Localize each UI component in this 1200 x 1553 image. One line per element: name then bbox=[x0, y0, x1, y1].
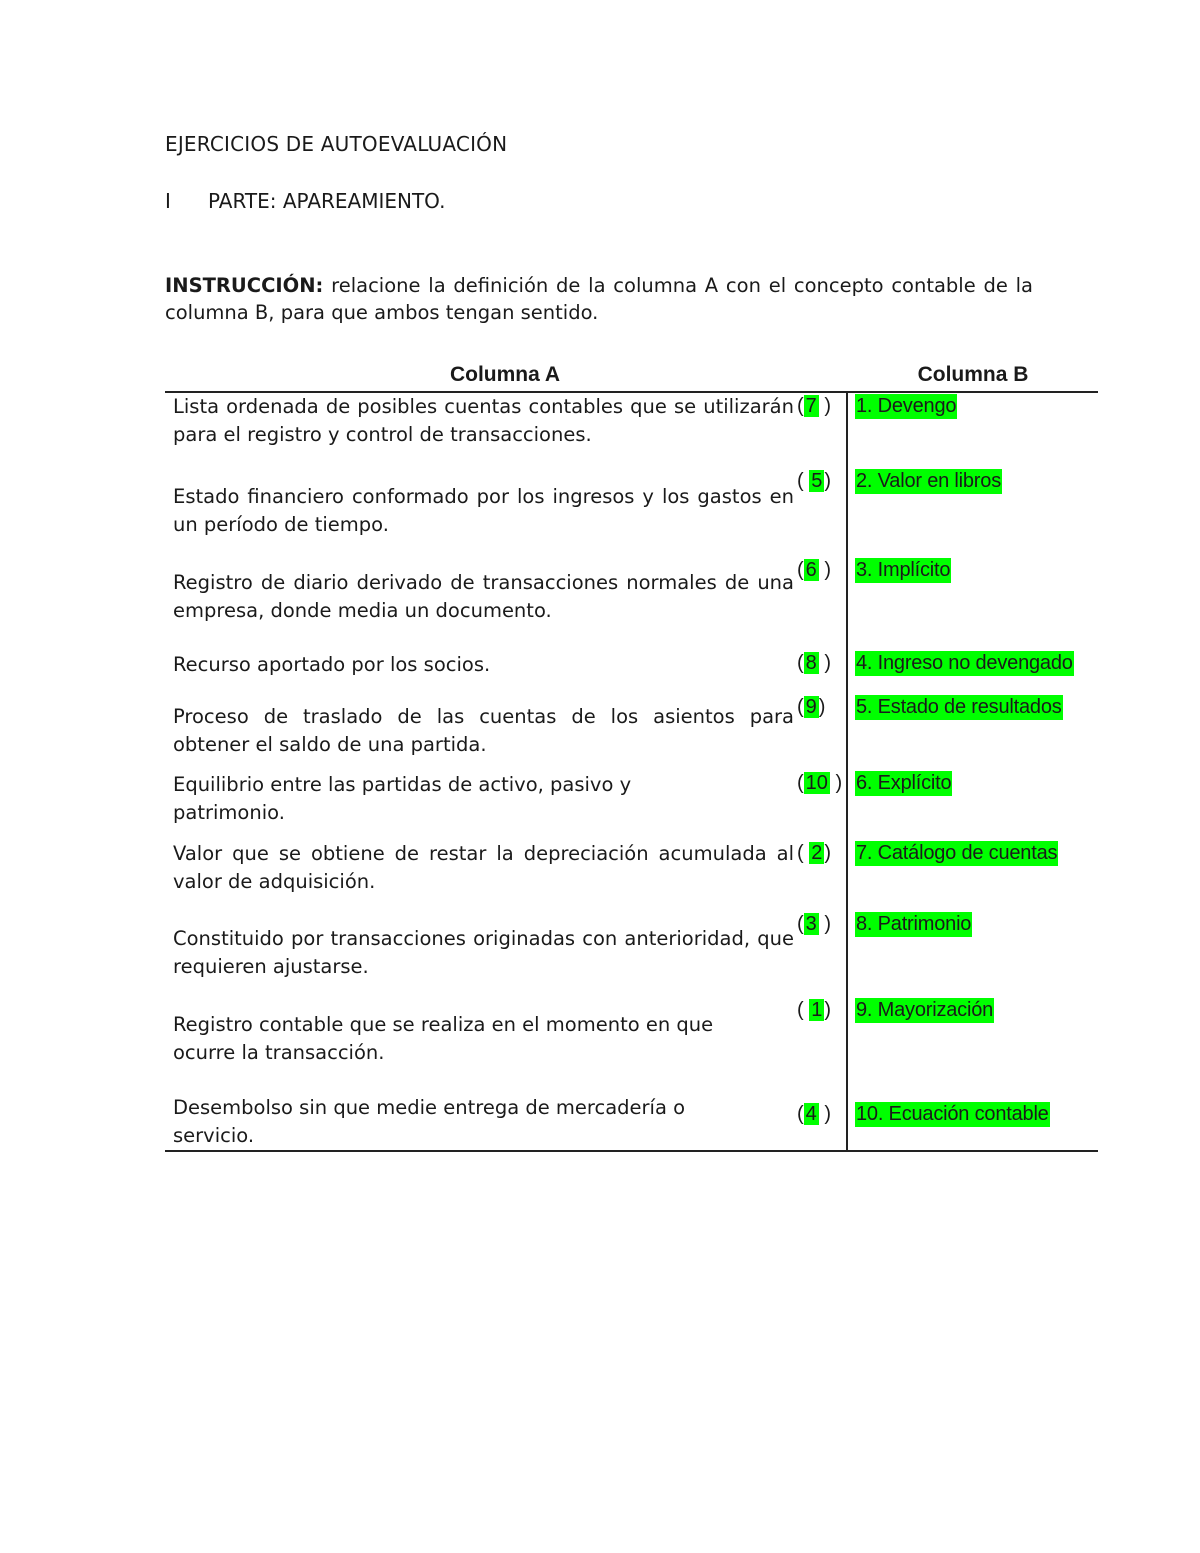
concept-label: 2. Valor en libros bbox=[856, 470, 1001, 492]
definition-text: Registro de diario derivado de transacciones normales de una empresa, donde media un documento. bbox=[173, 571, 794, 622]
answer-slot: ( 10 ) bbox=[797, 772, 843, 794]
instruction-label: INSTRUCCIÓN: bbox=[165, 274, 324, 297]
answer-slot: ( 1 ) bbox=[797, 999, 832, 1021]
definition-text: Valor que se obtiene de restar la depreciación acumulada al valor de adquisición. bbox=[173, 842, 794, 893]
answer-value: 5 bbox=[811, 470, 823, 492]
concept-label: 9. Mayorización bbox=[856, 999, 994, 1021]
definition-text: Proceso de traslado de las cuentas de los asientos para obtener el saldo de una partida. bbox=[173, 705, 794, 756]
part-heading bbox=[165, 189, 445, 213]
answer-slot: ( 7 ) bbox=[797, 395, 832, 417]
concept-label: 7. Catálogo de cuentas bbox=[856, 842, 1058, 864]
answer-value: 10 bbox=[805, 772, 828, 794]
answer-slot: ( 5 ) bbox=[797, 470, 832, 492]
part-label: PARTE: APAREAMIENTO. bbox=[208, 189, 446, 213]
definition-text: Desembolso sin que medie entrega de mercadería o servicio. bbox=[173, 1096, 686, 1147]
definition-text: Recurso aportado por los socios. bbox=[173, 653, 491, 676]
column-divider bbox=[846, 392, 848, 1151]
definition-text: Lista ordenada de posibles cuentas contables que se utilizarán para el registro y control de transacciones. bbox=[173, 395, 794, 446]
answer-value: 1 bbox=[811, 999, 823, 1021]
column-b-header: Columna B bbox=[917, 363, 1029, 386]
concept-label: 1. Devengo bbox=[856, 395, 957, 417]
concept-label: 10. Ecuación contable bbox=[856, 1103, 1049, 1125]
instruction-paragraph bbox=[165, 272, 1033, 326]
document-title: EJERCICIOS DE AUTOEVALUACIÓN bbox=[165, 132, 508, 156]
definition-text: Registro contable que se realiza en el momento en que ocurre la transacción. bbox=[173, 1013, 714, 1064]
answer-value: 3 bbox=[805, 913, 817, 935]
concept-label: 5. Estado de resultados bbox=[856, 696, 1062, 718]
concept-label: 3. Implícito bbox=[856, 559, 951, 581]
table-bottom-rule bbox=[165, 1150, 1098, 1152]
column-a-header: Columna A bbox=[449, 363, 561, 386]
part-number: I bbox=[165, 189, 171, 213]
concept-label: 8. Patrimonio bbox=[856, 913, 972, 935]
definition-text: Estado financiero conformado por los ingresos y los gastos en un período de tiempo. bbox=[173, 485, 794, 536]
answer-slot: ( 2 ) bbox=[797, 842, 832, 864]
answer-slot: ( 6 ) bbox=[797, 559, 832, 581]
answer-slot: ( 4 ) bbox=[797, 1103, 832, 1125]
instruction-text: relacione la definición de la columna A con el concepto contable de la columna B, para que ambos tengan sentido. bbox=[165, 274, 1033, 324]
definition-text: Constituido por transacciones originadas con anterioridad, que requieren ajustarse. bbox=[173, 927, 794, 978]
concept-label: 6. Explícito bbox=[856, 772, 952, 794]
answer-value: 9 bbox=[805, 696, 817, 718]
answer-slot: ( 9 ) bbox=[797, 696, 826, 718]
answer-value: 8 bbox=[805, 652, 817, 674]
answer-value: 7 bbox=[805, 395, 817, 417]
answer-value: 4 bbox=[805, 1103, 817, 1125]
answer-slot: ( 8 ) bbox=[797, 652, 832, 674]
concept-label: 4. Ingreso no devengado bbox=[856, 652, 1073, 674]
definition-text: Equilibrio entre las partidas de activo, pasivo y patrimonio. bbox=[173, 773, 632, 824]
answer-slot: ( 3 ) bbox=[797, 913, 832, 935]
answer-value: 2 bbox=[811, 842, 823, 864]
answer-value: 6 bbox=[805, 559, 817, 581]
